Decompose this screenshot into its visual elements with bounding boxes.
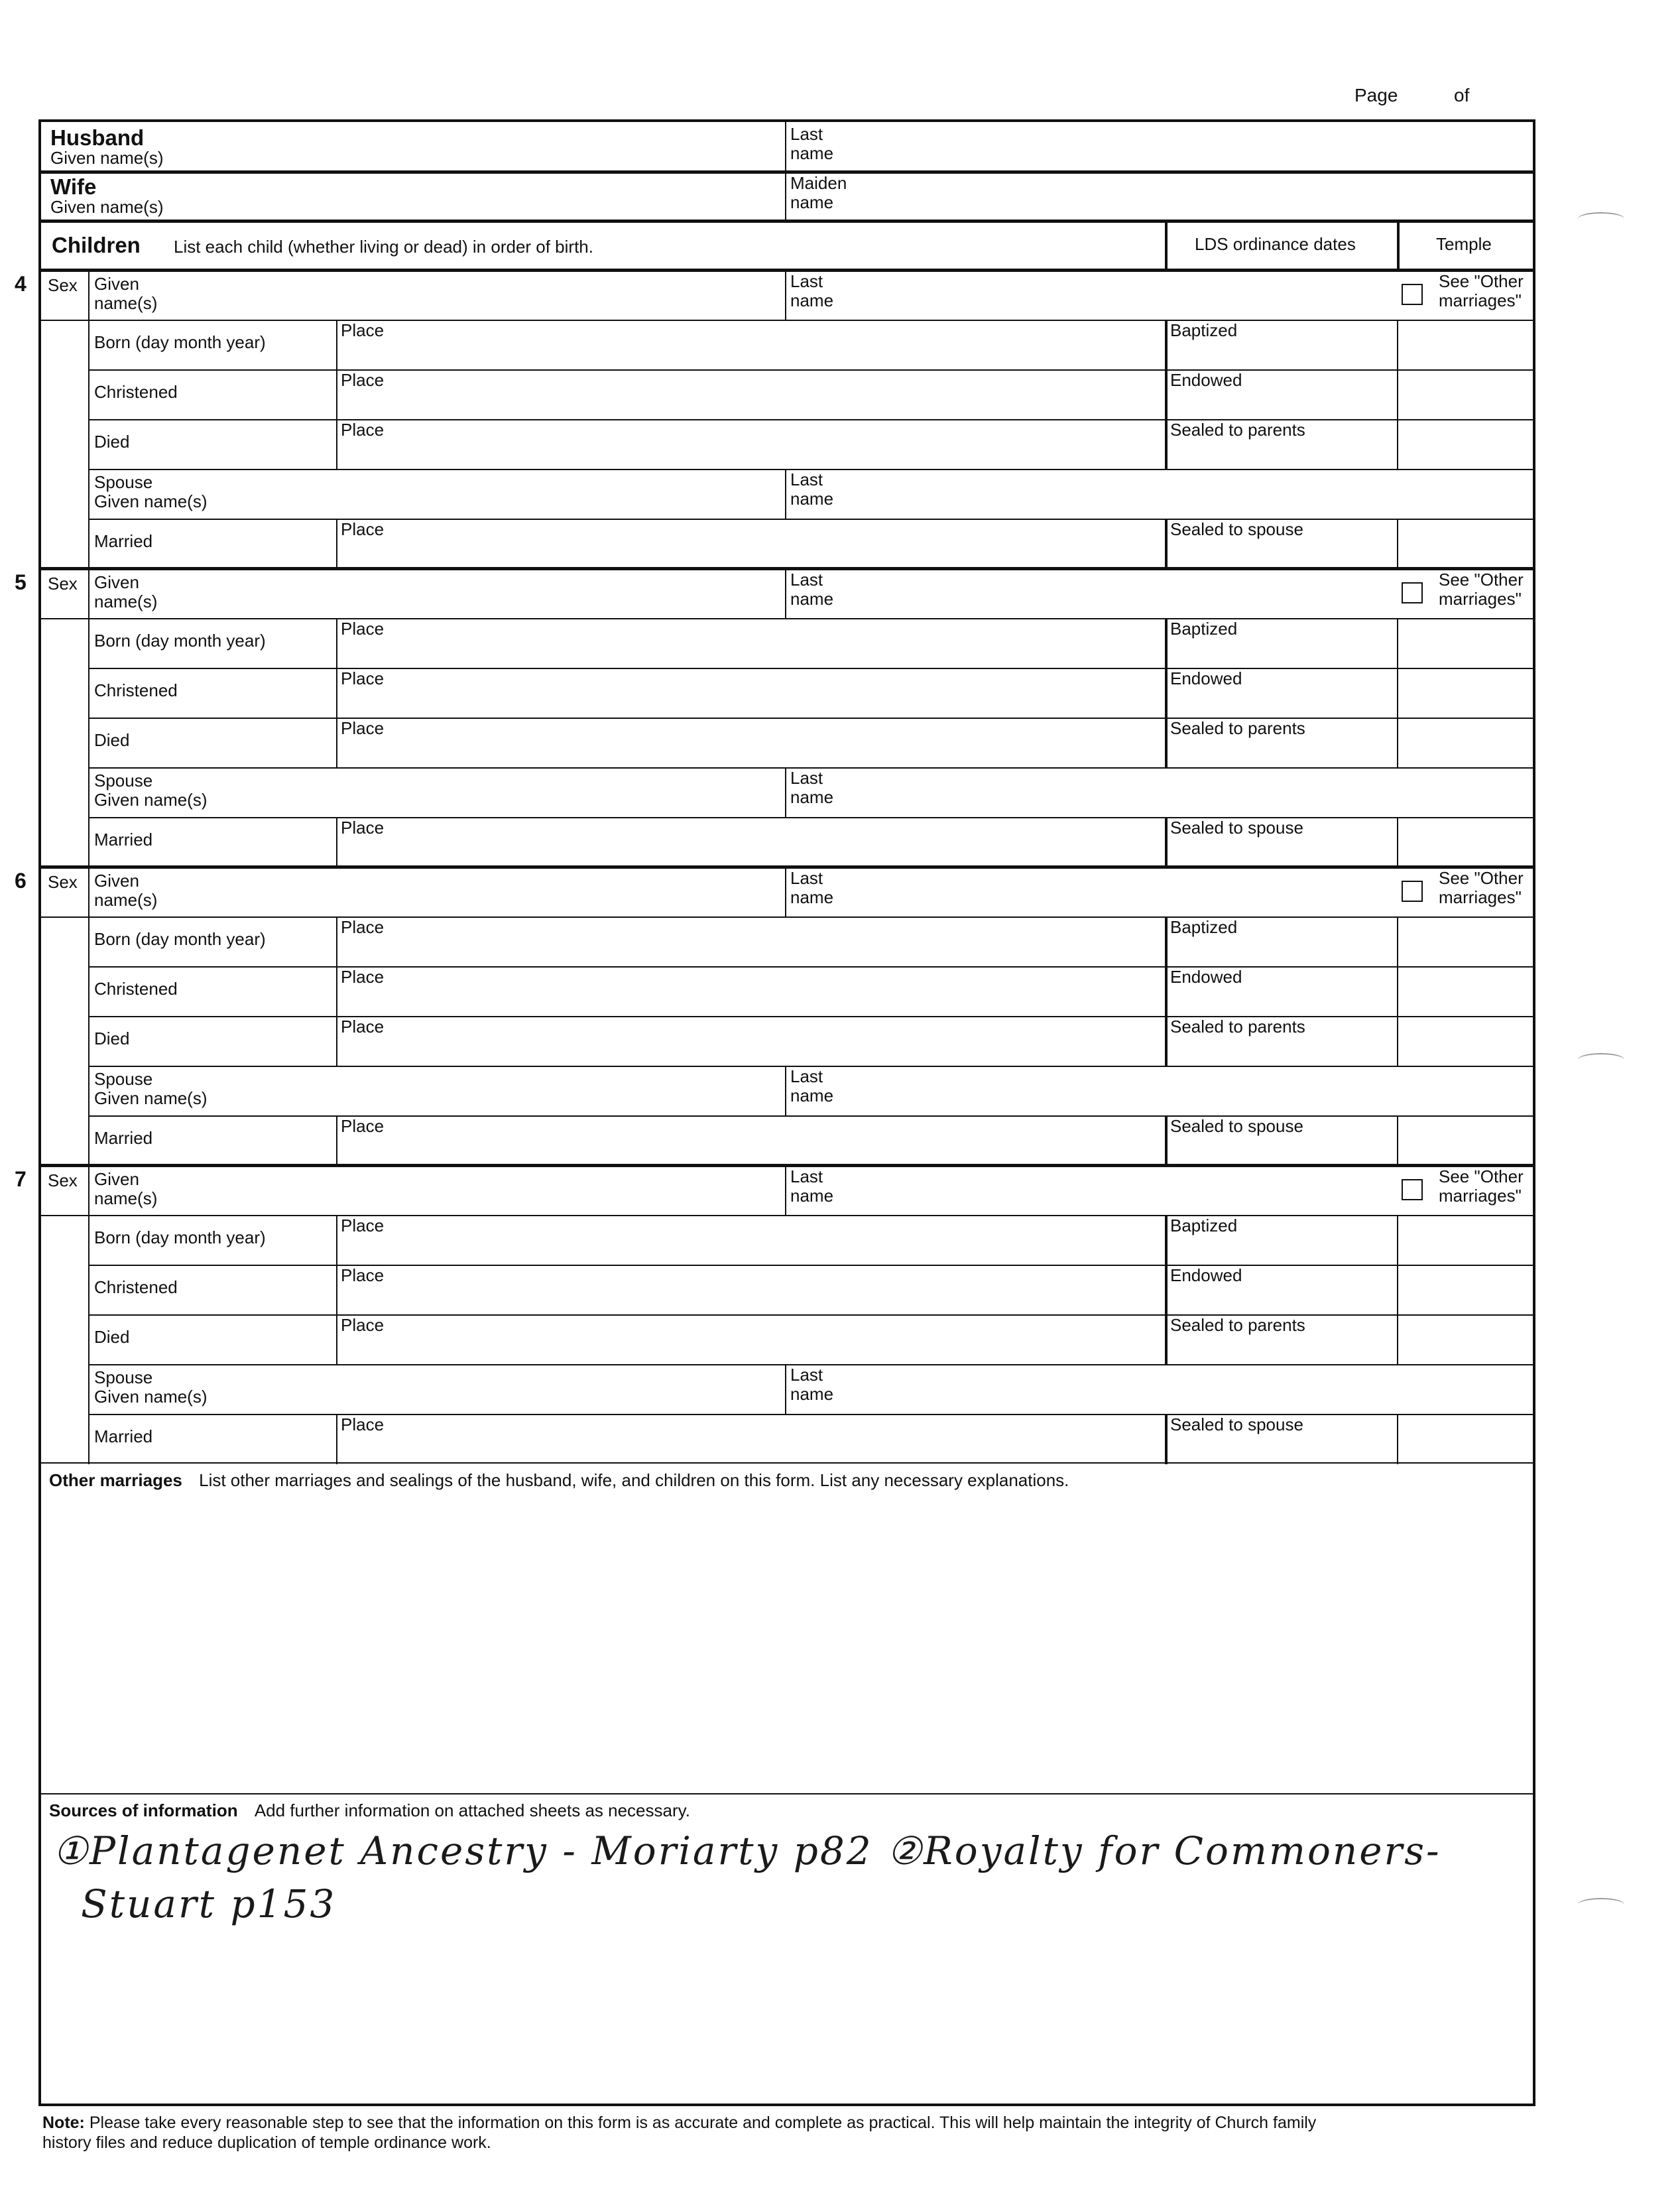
child-names-label: name(s) [94, 890, 158, 910]
christened-place-field[interactable] [337, 966, 1164, 1016]
baptized-label: Baptized [1170, 320, 1238, 340]
divider [1165, 369, 1168, 419]
child-last-label: Last [790, 271, 823, 291]
died-label: Died [94, 1029, 130, 1048]
wife-maiden-label: Maiden [790, 173, 847, 193]
endowed-label: Endowed [1170, 967, 1242, 987]
child-last-label: Last [790, 868, 823, 888]
binder-hole-mark [1578, 1898, 1624, 1911]
of-label: of [1454, 85, 1470, 105]
sealed-parents-label: Sealed to parents [1170, 420, 1305, 440]
spouse-given-label: Given name(s) [94, 790, 208, 810]
married-place-field[interactable] [337, 1115, 1164, 1166]
see-other-label: See "Other [1439, 570, 1524, 590]
endowed-label: Endowed [1170, 370, 1242, 390]
temple-header: Temple [1436, 234, 1492, 254]
place-label: Place [341, 668, 385, 688]
endowed-label: Endowed [1170, 668, 1242, 688]
divider [41, 1462, 1533, 1464]
binder-hole-mark [1578, 1053, 1624, 1066]
married-place-field[interactable] [337, 519, 1164, 569]
born-place-field[interactable] [337, 618, 1164, 668]
divider [1165, 320, 1168, 369]
died-label: Died [94, 432, 130, 452]
marriages-label: marriages" [1439, 290, 1522, 310]
divider [1397, 1115, 1398, 1166]
married-label: Married [94, 1128, 153, 1148]
children-title: Children [52, 233, 141, 257]
child-names-label: name(s) [94, 293, 158, 313]
other-marriages-checkbox[interactable] [1402, 284, 1423, 305]
divider [1165, 718, 1168, 767]
divider [1397, 419, 1398, 469]
spouse-given-label: Given name(s) [94, 1088, 208, 1108]
other-marriages-checkbox[interactable] [1402, 582, 1423, 603]
divider [785, 867, 786, 916]
divider [1165, 419, 1168, 469]
wife-given-label: Given name(s) [50, 197, 164, 217]
born-label: Born (day month year) [94, 332, 266, 352]
husband-title: Husband [50, 125, 145, 150]
spouse-last-name-label: name [790, 1384, 834, 1404]
died-place-field[interactable] [337, 1314, 1164, 1364]
christened-place-field[interactable] [337, 668, 1164, 718]
child-last-label: Last [790, 570, 823, 590]
sealed-parents-label: Sealed to parents [1170, 718, 1305, 738]
child-last-name-label: name [790, 1186, 834, 1206]
place-label: Place [341, 1315, 385, 1335]
child-names-label: name(s) [94, 1188, 158, 1208]
marriages-label: marriages" [1439, 887, 1522, 907]
note-text-1: Please take every reasonable step to see that the information on this form is as accurate and complete as practical. This will help maintain the integrity of Church family [89, 2113, 1317, 2132]
endowed-label: Endowed [1170, 1265, 1242, 1285]
child-last-label: Last [790, 1166, 823, 1186]
sex-label: Sex [48, 1170, 78, 1190]
divider [1397, 718, 1398, 767]
divider [1397, 668, 1398, 718]
wife-row[interactable] [41, 172, 1533, 220]
child-block [15, 569, 1533, 867]
child-block [15, 1166, 1533, 1464]
born-place-field[interactable] [337, 916, 1164, 966]
place-label: Place [341, 420, 385, 440]
note-block [42, 2113, 1521, 2153]
place-label: Place [341, 818, 385, 838]
divider [785, 1364, 786, 1414]
note-title: Note: [42, 2113, 85, 2132]
baptized-label: Baptized [1170, 917, 1238, 937]
children-header [41, 221, 1533, 269]
born-label: Born (day month year) [94, 1227, 266, 1247]
spouse-label: Spouse [94, 771, 153, 790]
divider [785, 469, 786, 519]
child-number: 6 [15, 869, 27, 893]
spouse-last-name-label: name [790, 489, 834, 509]
divider [785, 767, 786, 817]
divider [1165, 817, 1168, 867]
spouse-last-name-label: name [790, 787, 834, 807]
see-other-label: See "Other [1439, 868, 1524, 888]
divider [1397, 618, 1398, 668]
place-label: Place [341, 1415, 385, 1434]
divider [1397, 519, 1398, 569]
divider [1165, 618, 1168, 668]
divider [1397, 1414, 1398, 1464]
christened-label: Christened [94, 382, 178, 402]
husband-last-label: Last [790, 124, 823, 144]
divider [41, 1793, 1533, 1794]
place-label: Place [341, 1265, 385, 1285]
spouse-last-label: Last [790, 1066, 823, 1086]
christened-label: Christened [94, 680, 178, 700]
child-given-label: Given [94, 274, 139, 294]
died-place-field[interactable] [337, 1016, 1164, 1066]
divider [1165, 668, 1168, 718]
divider [785, 569, 786, 618]
husband-name-label: name [790, 143, 834, 163]
baptized-label: Baptized [1170, 619, 1238, 639]
spouse-last-label: Last [790, 1365, 823, 1385]
child-last-name-label: name [790, 589, 834, 609]
married-label: Married [94, 830, 153, 849]
child-given-label: Given [94, 1169, 139, 1189]
baptized-label: Baptized [1170, 1216, 1238, 1235]
child-number: 4 [15, 272, 27, 296]
child-given-label: Given [94, 572, 139, 592]
died-label: Died [94, 1327, 130, 1347]
spouse-last-name-label: name [790, 1086, 834, 1105]
other-marriages-instruction: List other marriages and sealings of the husband, wife, and children on this form. List any necessary explanations. [199, 1470, 1069, 1490]
child-given-label: Given [94, 871, 139, 891]
married-label: Married [94, 1426, 153, 1446]
sources-section[interactable] [49, 1801, 690, 1820]
divider [1397, 1314, 1398, 1364]
place-label: Place [341, 320, 385, 340]
handwritten-source-line-2: Stuart p153 [81, 1881, 337, 1926]
divider [1165, 1265, 1168, 1314]
divider [1165, 1115, 1168, 1166]
see-other-label: See "Other [1439, 271, 1524, 291]
sources-instruction: Add further information on attached sheets as necessary. [254, 1800, 690, 1820]
child-block [15, 867, 1533, 1166]
spouse-label: Spouse [94, 1069, 153, 1089]
children-instruction: List each child (whether living or dead) in order of birth. [174, 237, 593, 257]
sealed-spouse-label: Sealed to spouse [1170, 1415, 1303, 1434]
born-label: Born (day month year) [94, 929, 266, 949]
place-label: Place [341, 1116, 385, 1136]
christened-place-field[interactable] [337, 1265, 1164, 1314]
sealed-parents-label: Sealed to parents [1170, 1017, 1305, 1037]
place-label: Place [341, 519, 385, 539]
other-marriages-title: Other marriages [49, 1470, 182, 1490]
married-label: Married [94, 531, 153, 551]
child-last-name-label: name [790, 887, 834, 907]
married-place-field[interactable] [337, 817, 1164, 867]
sealed-parents-label: Sealed to parents [1170, 1315, 1305, 1335]
place-label: Place [341, 619, 385, 639]
place-label: Place [341, 1017, 385, 1037]
child-number: 5 [15, 570, 27, 594]
family-group-form [15, 119, 1535, 2106]
spouse-given-label: Given name(s) [94, 1387, 208, 1407]
child-block [15, 271, 1533, 569]
divider [1165, 221, 1168, 269]
other-marriages-checkbox[interactable] [1402, 1179, 1423, 1200]
divider [1165, 916, 1168, 966]
born-label: Born (day month year) [94, 631, 266, 651]
sealed-spouse-label: Sealed to spouse [1170, 818, 1303, 838]
divider [785, 122, 786, 171]
divider [1165, 1215, 1168, 1265]
divider [1397, 966, 1398, 1016]
sex-label: Sex [48, 872, 78, 892]
christened-label: Christened [94, 1277, 178, 1297]
divider [1165, 1016, 1168, 1066]
divider [1397, 1215, 1398, 1265]
born-place-field[interactable] [337, 1215, 1164, 1265]
divider [785, 172, 786, 220]
spouse-last-label: Last [790, 470, 823, 489]
died-label: Died [94, 730, 130, 750]
divider [1165, 1414, 1168, 1464]
husband-row[interactable] [41, 122, 1533, 171]
sealed-spouse-label: Sealed to spouse [1170, 1116, 1303, 1136]
place-label: Place [341, 1216, 385, 1235]
divider [1165, 1314, 1168, 1364]
other-marriages-section[interactable] [49, 1471, 1069, 1490]
child-last-name-label: name [790, 290, 834, 310]
marriages-label: marriages" [1439, 1186, 1522, 1206]
sealed-spouse-label: Sealed to spouse [1170, 519, 1303, 539]
divider [1397, 817, 1398, 867]
spouse-last-label: Last [790, 768, 823, 788]
binder-hole-mark [1578, 212, 1624, 225]
place-label: Place [341, 718, 385, 738]
sex-label: Sex [48, 574, 78, 594]
divider [1397, 221, 1400, 269]
place-label: Place [341, 967, 385, 987]
page-label: Page [1354, 85, 1398, 105]
child-names-label: name(s) [94, 592, 158, 611]
christened-place-field[interactable] [337, 369, 1164, 419]
born-place-field[interactable] [337, 320, 1164, 369]
died-place-field[interactable] [337, 718, 1164, 767]
christened-label: Christened [94, 979, 178, 999]
sources-title: Sources of information [49, 1800, 238, 1820]
divider [1397, 369, 1398, 419]
spouse-label: Spouse [94, 472, 153, 492]
husband-given-label: Given name(s) [50, 148, 164, 168]
divider [1165, 966, 1168, 1016]
child-number: 7 [15, 1167, 27, 1191]
spouse-given-label: Given name(s) [94, 491, 208, 511]
divider [785, 1066, 786, 1115]
divider [1397, 320, 1398, 369]
spouse-label: Spouse [94, 1367, 153, 1387]
divider [1397, 916, 1398, 966]
other-marriages-checkbox[interactable] [1402, 881, 1423, 902]
place-label: Place [341, 917, 385, 937]
divider [785, 1166, 786, 1215]
see-other-label: See "Other [1439, 1166, 1524, 1186]
divider [1397, 1265, 1398, 1314]
divider [1165, 519, 1168, 569]
wife-name-label: name [790, 192, 834, 212]
place-label: Place [341, 370, 385, 390]
wife-title: Wife [50, 174, 97, 199]
note-text-2: history files and reduce duplication of temple ordinance work. [42, 2133, 491, 2152]
died-place-field[interactable] [337, 419, 1164, 469]
divider [1397, 1016, 1398, 1066]
marriages-label: marriages" [1439, 589, 1522, 609]
divider [785, 271, 786, 320]
lds-ordinance-header: LDS ordinance dates [1195, 234, 1356, 254]
sex-label: Sex [48, 275, 78, 295]
handwritten-source-line-1: ①Plantagenet Ancestry - Moriarty p82 ②Royalty for Commoners- [53, 1828, 1441, 1873]
married-place-field[interactable] [337, 1414, 1164, 1464]
